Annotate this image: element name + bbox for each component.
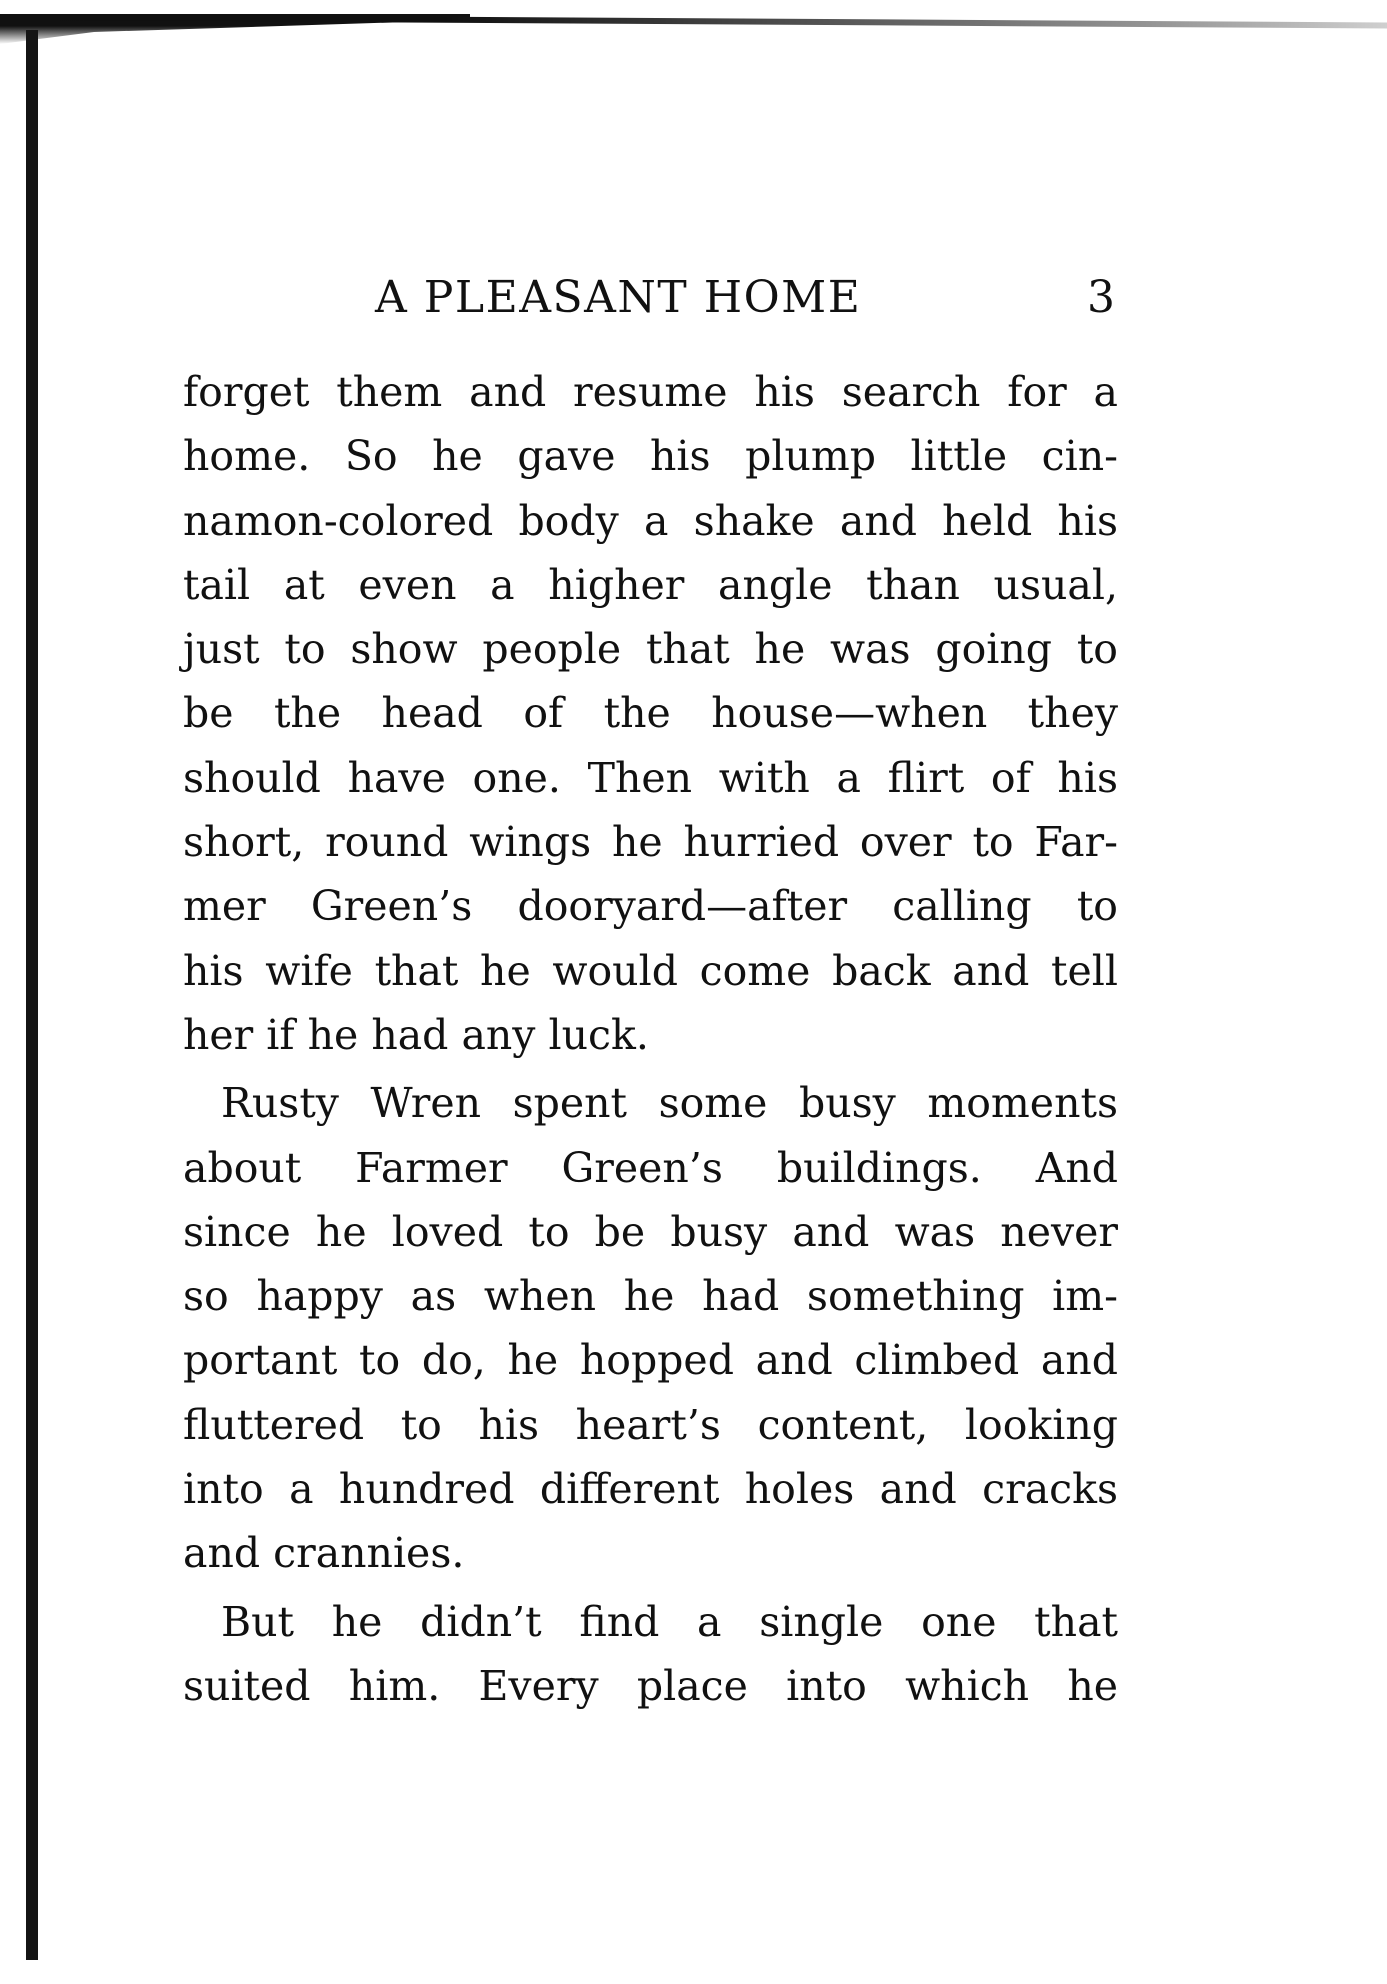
text-line: so happy as when he had something im- [183,1272,1118,1321]
running-head [183,268,1123,328]
text-line: her if he had any luck. [183,1010,649,1059]
body-text [183,360,1118,1718]
text-line: tail at even a higher angle than usual, [183,560,1118,609]
scan-edge-left [26,30,38,1960]
text-line: mer Green’s dooryard—after calling to [183,882,1118,931]
running-title: A PLEASANT HOME [375,272,862,323]
paragraph [183,1590,1118,1719]
paragraph [183,360,1118,1067]
text-line: be the head of the house—when they [183,689,1118,738]
text-line: his wife that he would come back and tell [183,946,1118,995]
text-line: portant to do, he hopped and climbed and [183,1336,1118,1385]
text-line: short, round wings he hurried over to Far- [183,818,1118,867]
text-line: namon-colored body a shake and held his [183,496,1118,545]
page-number: 3 [1087,272,1115,323]
text-line: and crannies. [183,1529,465,1578]
text-line: But he didn’t find a single one that [221,1597,1118,1646]
paragraph [183,1071,1118,1585]
text-line: about Farmer Green’s buildings. And [183,1143,1118,1192]
text-line: Rusty Wren spent some busy moments [221,1079,1118,1128]
text-line: suited him. Every place into which he [183,1661,1118,1710]
text-line: just to show people that he was going to [183,625,1118,674]
text-line: should have one. Then with a flirt of his [183,753,1118,802]
text-line: into a hundred different holes and cracks [183,1465,1118,1514]
text-line: home. So he gave his plump little cin- [183,432,1118,481]
text-line: since he loved to be busy and was never [183,1207,1118,1256]
text-line: fluttered to his heart’s content, looking [183,1400,1118,1449]
text-line: forget them and resume his search for a [183,368,1118,416]
